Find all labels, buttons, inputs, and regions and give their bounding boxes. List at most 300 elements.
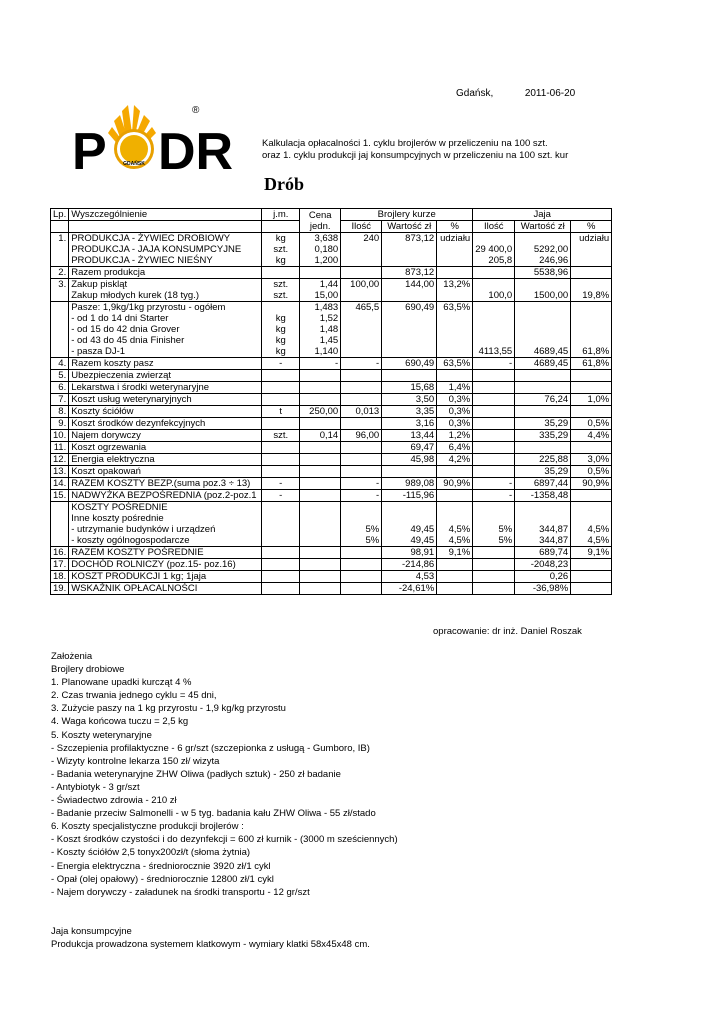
cell-bq (341, 255, 382, 267)
note-line: 1. Planowane upadki kurcząt 4 % (51, 677, 192, 689)
note-line: 3. Zużycie paszy na 1 kg przyrostu - 1,9 kg/kg przyrostu (51, 703, 286, 715)
cell-lp: 7. (51, 394, 69, 406)
cell-price: 1,48 (300, 324, 341, 335)
cell-bp (437, 244, 473, 255)
cell-eq: 100,0 (473, 290, 515, 302)
cell-eq (473, 406, 515, 418)
cell-ev (515, 302, 571, 314)
cell-lp (51, 324, 69, 335)
cell-bv: 69,47 (382, 442, 437, 454)
cell-ep: 0,5% (571, 466, 612, 478)
cell-bq: - (341, 478, 382, 490)
table-row (51, 394, 612, 406)
svg-text:GDAŃSK: GDAŃSK (123, 161, 145, 167)
cell-bp: 0,3% (437, 394, 473, 406)
table-row (51, 430, 612, 442)
table-row (51, 559, 612, 571)
cell-lp (51, 302, 69, 314)
cell-item: Koszty ściółów (69, 406, 262, 418)
cell-item: Koszt ogrzewania (69, 442, 262, 454)
cell-bq (341, 335, 382, 346)
cell-price (300, 370, 341, 382)
cell-price (300, 382, 341, 394)
cell-ev: 335,29 (515, 430, 571, 442)
table-row (51, 346, 612, 358)
cell-ep (571, 279, 612, 291)
cell-lp: 3. (51, 279, 69, 291)
cell-bp: 0,3% (437, 406, 473, 418)
cell-ev: 4689,45 (515, 346, 571, 358)
cell-bq: 465,5 (341, 302, 382, 314)
cell-ev (515, 233, 571, 245)
cell-bq: 0,013 (341, 406, 382, 418)
cell-ev (515, 406, 571, 418)
cell-lp: 5. (51, 370, 69, 382)
cell-bv: 3,50 (382, 394, 437, 406)
cell-lp (51, 255, 69, 267)
table-row (51, 335, 612, 346)
cell-bp (437, 583, 473, 595)
note-line (51, 899, 398, 912)
cell-eq: 4113,55 (473, 346, 515, 358)
cell-price: 1,52 (300, 313, 341, 324)
cell-ev: -36,98% (515, 583, 571, 595)
table-row (51, 454, 612, 466)
cell-price: - (300, 358, 341, 370)
cell-bq (341, 466, 382, 478)
cell-bp: 1,4% (437, 382, 473, 394)
cell-lp: 16. (51, 547, 69, 559)
cell-unit: szt. (262, 430, 300, 442)
cell-bp: udziału (437, 233, 473, 245)
cell-eq (473, 418, 515, 430)
cell-ev: 35,29 (515, 466, 571, 478)
cell-unit: kg (262, 313, 300, 324)
table-row (51, 290, 612, 302)
cell-ev: 76,24 (515, 394, 571, 406)
cell-lp: 1. (51, 233, 69, 245)
cell-unit: - (262, 490, 300, 502)
cell-lp (51, 244, 69, 255)
cell-eq (473, 324, 515, 335)
cell-item: - pasza DJ-1 (69, 346, 262, 358)
cell-ep (571, 442, 612, 454)
description-line: oraz 1. cyklu produkcji jaj konsumpcyjnych w przeliczeniu na 100 szt. kur (262, 150, 569, 161)
note-line: Brojlery drobiowe (51, 664, 125, 676)
cell-ep (571, 370, 612, 382)
cell-bp (437, 290, 473, 302)
table-row (51, 267, 612, 279)
cell-ep (571, 267, 612, 279)
cell-ep: 1,0% (571, 394, 612, 406)
cell-bq (341, 454, 382, 466)
cell-item: RAZEM KOSZTY BEZP.(suma poz.3 ÷ 13) (69, 478, 262, 490)
cell-item: Energia elektryczna (69, 454, 262, 466)
svg-text:P: P (72, 123, 107, 181)
cell-eq (473, 302, 515, 314)
cell-bp (437, 255, 473, 267)
table-row (51, 302, 612, 314)
cell-price (300, 454, 341, 466)
cell-bp (437, 313, 473, 324)
cell-bv (382, 324, 437, 335)
cell-lp (51, 313, 69, 324)
cell-lp: 11. (51, 442, 69, 454)
cell-ep (571, 335, 612, 346)
cell-bv (382, 370, 437, 382)
cell-item: Razem produkcja (69, 267, 262, 279)
cell-item: Najem dorywczy (69, 430, 262, 442)
podr-logo (72, 103, 234, 181)
note-line: - Koszty ściółów 2,5 tonyx200zł/t (słoma żytnia) (51, 847, 251, 859)
note-line: 5. Koszty weterynaryjne (51, 729, 152, 741)
cell-bv: 690,49 (382, 302, 437, 314)
cell-price (300, 394, 341, 406)
cell-bp (437, 267, 473, 279)
cell-item: WSKAŹNIK OPŁACALNOŚCI (69, 583, 262, 595)
table-row (51, 324, 612, 335)
cell-bq: - (341, 358, 382, 370)
cell-unit: kg (262, 335, 300, 346)
cell-item: - od 43 do 45 dnia Finisher (69, 335, 262, 346)
cell-lp: 6. (51, 382, 69, 394)
table-row (51, 382, 612, 394)
cell-unit: szt. (262, 244, 300, 255)
note-line: - Energia elektryczna - średniorocznie 3920 zł/1 cykl (51, 860, 271, 872)
table-row (51, 370, 612, 382)
cell-ep (571, 382, 612, 394)
cell-unit (262, 418, 300, 430)
cell-ev: 246,96 (515, 255, 571, 267)
cell-bq (341, 382, 382, 394)
cell-bv (382, 466, 437, 478)
cell-eq: - (473, 358, 515, 370)
cell-bq (341, 370, 382, 382)
cell-ep (571, 406, 612, 418)
cell-ev: 5538,96 (515, 267, 571, 279)
cell-bv (382, 313, 437, 324)
cell-bv: 690,49 (382, 358, 437, 370)
cell-bq (341, 267, 382, 279)
cell-bv (382, 290, 437, 302)
cell-price: 0,14 (300, 430, 341, 442)
cell-ep: 9,1% (571, 547, 612, 559)
cell-price: 0,180 (300, 244, 341, 255)
cell-bq: 96,00 (341, 430, 382, 442)
cell-ev (515, 279, 571, 291)
table-header-row: Lp. Wyszczególnienie j.m. Cena Brojlery kurze Jaja (51, 209, 612, 221)
cell-lp: 17. (51, 559, 69, 571)
cell-unit: t (262, 406, 300, 418)
cell-bp: 13,2% (437, 279, 473, 291)
cell-eq (473, 279, 515, 291)
note-line (51, 912, 398, 925)
cell-ep (571, 324, 612, 335)
cell-ev: -1358,48 (515, 490, 571, 502)
cell-bv: -24,61% (382, 583, 437, 595)
cell-ep: 0,5% (571, 418, 612, 430)
cell-bq (341, 346, 382, 358)
cell-price (300, 442, 341, 454)
cell-ev (515, 370, 571, 382)
cell-bq: 240 (341, 233, 382, 245)
cell-ev (515, 324, 571, 335)
table-row: Inne koszty pośrednie (51, 513, 612, 524)
table-row (51, 358, 612, 370)
description (262, 138, 568, 162)
cell-ep: 19,8% (571, 290, 612, 302)
date: 2011-06-20 (524, 88, 576, 99)
cell-unit (262, 370, 300, 382)
cell-eq: - (473, 478, 515, 490)
author-note: opracowanie: dr inż. Daniel Roszak (433, 626, 582, 637)
cell-price: 15,00 (300, 290, 341, 302)
cell-ep (571, 302, 612, 314)
cell-price: 3,638 (300, 233, 341, 245)
cell-bq: 100,00 (341, 279, 382, 291)
table-row (51, 255, 612, 267)
cell-eq (473, 335, 515, 346)
svg-text:®: ® (192, 105, 200, 116)
cell-ev: 225,88 (515, 454, 571, 466)
cell-bp (437, 466, 473, 478)
note-line: 6. Koszty specjalistyczne produkcji brojlerów : (51, 821, 244, 833)
cell-eq (473, 442, 515, 454)
cell-bv: 98,91 (382, 547, 437, 559)
cell-bp: 63,5% (437, 302, 473, 314)
table-row: - utrzymanie budynków i urządzeń 5% 49,45 4,5% 5% 344,87 4,5% (51, 524, 612, 535)
cell-ep (571, 571, 612, 583)
page-title: Drób (264, 174, 304, 194)
note-line: - Antybiotyk - 3 gr/szt (51, 781, 140, 793)
cell-eq (473, 267, 515, 279)
cell-ep (571, 244, 612, 255)
cell-bp: 6,4% (437, 442, 473, 454)
cell-item: Koszt usług weterynaryjnych (69, 394, 262, 406)
table-row (51, 279, 612, 291)
cell-ep (571, 490, 612, 502)
cell-bv: 13,44 (382, 430, 437, 442)
cell-item: NADWYŻKA BEZPOŚREDNIA (poz.2-poz.1 (69, 490, 262, 502)
cell-unit (262, 394, 300, 406)
table-row (51, 418, 612, 430)
table-row (51, 490, 612, 502)
cell-eq (473, 454, 515, 466)
cell-eq (473, 313, 515, 324)
cell-ev: 0,26 (515, 571, 571, 583)
cell-item: RAZEM KOSZTY POŚREDNIE (69, 547, 262, 559)
cell-bv: 989,08 (382, 478, 437, 490)
cell-lp: 18. (51, 571, 69, 583)
cell-lp (51, 290, 69, 302)
note-line: - Świadectwo zdrowia - 210 zł (51, 795, 177, 807)
cell-eq: 205,8 (473, 255, 515, 267)
cell-bp (437, 335, 473, 346)
cell-ep: 4,4% (571, 430, 612, 442)
cell-item: Razem koszty pasz (69, 358, 262, 370)
note-line: - Szczepienia profilaktyczne - 6 gr/szt (szczepionka z usługą - Gumboro, IB) (51, 742, 370, 754)
cell-eq (473, 466, 515, 478)
cell-eq (473, 394, 515, 406)
cell-ev: 35,29 (515, 418, 571, 430)
cell-lp: 4. (51, 358, 69, 370)
cell-item: PRODUKCJA - JAJA KONSUMPCYJNE (69, 244, 262, 255)
cell-price: 1,45 (300, 335, 341, 346)
cell-ev: 6897,44 (515, 478, 571, 490)
cell-ev (515, 382, 571, 394)
table-row (51, 571, 612, 583)
svg-text:DR: DR (158, 123, 234, 181)
cell-unit (262, 442, 300, 454)
cell-eq: 29 400,0 (473, 244, 515, 255)
cell-ev: 689,74 (515, 547, 571, 559)
cell-ep (571, 255, 612, 267)
cell-eq (473, 233, 515, 245)
table-row (51, 244, 612, 255)
cell-item: Koszt środków dezynfekcyjnych (69, 418, 262, 430)
cell-bv: 3,16 (382, 418, 437, 430)
cell-lp: 13. (51, 466, 69, 478)
cell-bv: 873,12 (382, 267, 437, 279)
cell-price: 1,200 (300, 255, 341, 267)
note-line: - Badania weterynaryjne ZHW Oliwa (padłych sztuk) - 250 zł badanie (51, 768, 341, 780)
cell-item: KOSZT PRODUKCJI 1 kg; 1jaja (69, 571, 262, 583)
cell-unit (262, 302, 300, 314)
description-line: Kalkulacja opłacalności 1. cyklu brojlerów w przeliczeniu na 100 szt. (262, 138, 548, 149)
cell-lp: 2. (51, 267, 69, 279)
cell-lp (51, 335, 69, 346)
table-row: - koszty ogólnogospodarcze 5% 49,45 4,5% 5% 344,87 4,5% (51, 535, 612, 547)
table-row (51, 233, 612, 245)
cell-price (300, 418, 341, 430)
cell-lp: 12. (51, 454, 69, 466)
note-line: Założenia (51, 651, 93, 662)
cell-price: 1,483 (300, 302, 341, 314)
cell-item: Ubezpieczenia zwierząt (69, 370, 262, 382)
cell-unit: kg (262, 346, 300, 358)
note-line: Produkcja prowadzona systemem klatkowym - wymiary klatki 58x45x48 cm. (51, 938, 370, 950)
cell-bv: 15,68 (382, 382, 437, 394)
cell-item: Pasze: 1,9kg/1kg przyrostu - ogółem (69, 302, 262, 314)
cell-item: Lekarstwa i środki weterynaryjne (69, 382, 262, 394)
cell-item: PRODUKCJA - ŻYWIEC NIEŚNY (69, 255, 262, 267)
cell-bp (437, 571, 473, 583)
cell-bp: 63,5% (437, 358, 473, 370)
table-row (51, 313, 612, 324)
cell-bq (341, 244, 382, 255)
cell-unit: kg (262, 324, 300, 335)
cell-bv: 144,00 (382, 279, 437, 291)
cell-bp: 4,2% (437, 454, 473, 466)
calculation-table (50, 208, 612, 595)
note-line: - Badanie przeciw Salmonelli - w 5 tyg. badania kału ZHW Oliwa - 55 zł/stado (51, 808, 376, 820)
cell-ep (571, 583, 612, 595)
place-date (456, 88, 575, 99)
cell-bp: 90,9% (437, 478, 473, 490)
cell-bv (382, 346, 437, 358)
cell-unit (262, 382, 300, 394)
cell-ev: 5292,00 (515, 244, 571, 255)
note-line: 2. Czas trwania jednego cyklu = 45 dni, (51, 690, 217, 702)
table-header-row: jedn. Ilość Wartość zł % Ilość Wartość zł % (51, 221, 612, 233)
cell-bv: -115,96 (382, 490, 437, 502)
cell-bv (382, 244, 437, 255)
table-row (51, 442, 612, 454)
cell-ev: -2048,23 (515, 559, 571, 571)
cell-eq (473, 370, 515, 382)
cell-ev (515, 442, 571, 454)
cell-ep: 61,8% (571, 346, 612, 358)
place: Gdańsk, (456, 88, 494, 99)
table-row (51, 466, 612, 478)
cell-eq: - (473, 490, 515, 502)
cell-bp (437, 346, 473, 358)
cell-eq (473, 430, 515, 442)
cell-price: 1,140 (300, 346, 341, 358)
cell-bp (437, 559, 473, 571)
cell-price (300, 466, 341, 478)
cell-price (300, 267, 341, 279)
cell-bq (341, 290, 382, 302)
cell-item: Zakup piskląt (69, 279, 262, 291)
note-line: - Wizyty kontrolne lekarza 150 zł/ wizyta (51, 755, 220, 767)
cell-bv: 4,53 (382, 571, 437, 583)
cell-bp (437, 370, 473, 382)
cell-ev: 1500,00 (515, 290, 571, 302)
table-row (51, 406, 612, 418)
cell-bp (437, 490, 473, 502)
cell-bq (341, 394, 382, 406)
table-row (51, 478, 612, 490)
cell-bp: 0,3% (437, 418, 473, 430)
cell-lp: 14. (51, 478, 69, 490)
cell-price: 1,44 (300, 279, 341, 291)
cell-item: - od 1 do 14 dni Starter (69, 313, 262, 324)
cell-bp: 1,2% (437, 430, 473, 442)
cell-bq: - (341, 490, 382, 502)
cell-item: PRODUKCJA - ŻYWIEC DROBIOWY (69, 233, 262, 245)
note-line: 4. Waga końcowa tuczu = 2,5 kg (51, 716, 189, 728)
cell-unit: - (262, 358, 300, 370)
cell-ep (571, 559, 612, 571)
cell-unit (262, 267, 300, 279)
cell-bv: 873,12 (382, 233, 437, 245)
cell-ep: 61,8% (571, 358, 612, 370)
cell-item: DOCHÓD ROLNICZY (poz.15- poz.16) (69, 559, 262, 571)
note-line: - Najem dorywczy - załadunek na środki transportu - 12 gr/szt (51, 886, 310, 898)
note-line: - Opał (olej opałowy) - średniorocznie 12800 zł/1 cykl (51, 873, 274, 885)
cell-unit: kg (262, 255, 300, 267)
cell-lp (51, 346, 69, 358)
cell-lp: 19. (51, 583, 69, 595)
cell-bv: -214,86 (382, 559, 437, 571)
cell-unit (262, 466, 300, 478)
note-line: - Koszt środków czystości i do dezynfekcji = 600 zł kurnik - (3000 m sześciennych) (51, 834, 398, 846)
cell-unit: szt. (262, 279, 300, 291)
cell-bv (382, 255, 437, 267)
cell-unit: - (262, 478, 300, 490)
cell-lp: 15. (51, 490, 69, 502)
cell-bq (341, 324, 382, 335)
cell-bq (341, 418, 382, 430)
cell-ep: udziału (571, 233, 612, 245)
cell-ep: 90,9% (571, 478, 612, 490)
cell-lp: 10. (51, 430, 69, 442)
cell-ev: 4689,45 (515, 358, 571, 370)
cell-eq (473, 382, 515, 394)
note-line: Jaja konsumpcyjne (51, 925, 132, 937)
cell-price (300, 478, 341, 490)
